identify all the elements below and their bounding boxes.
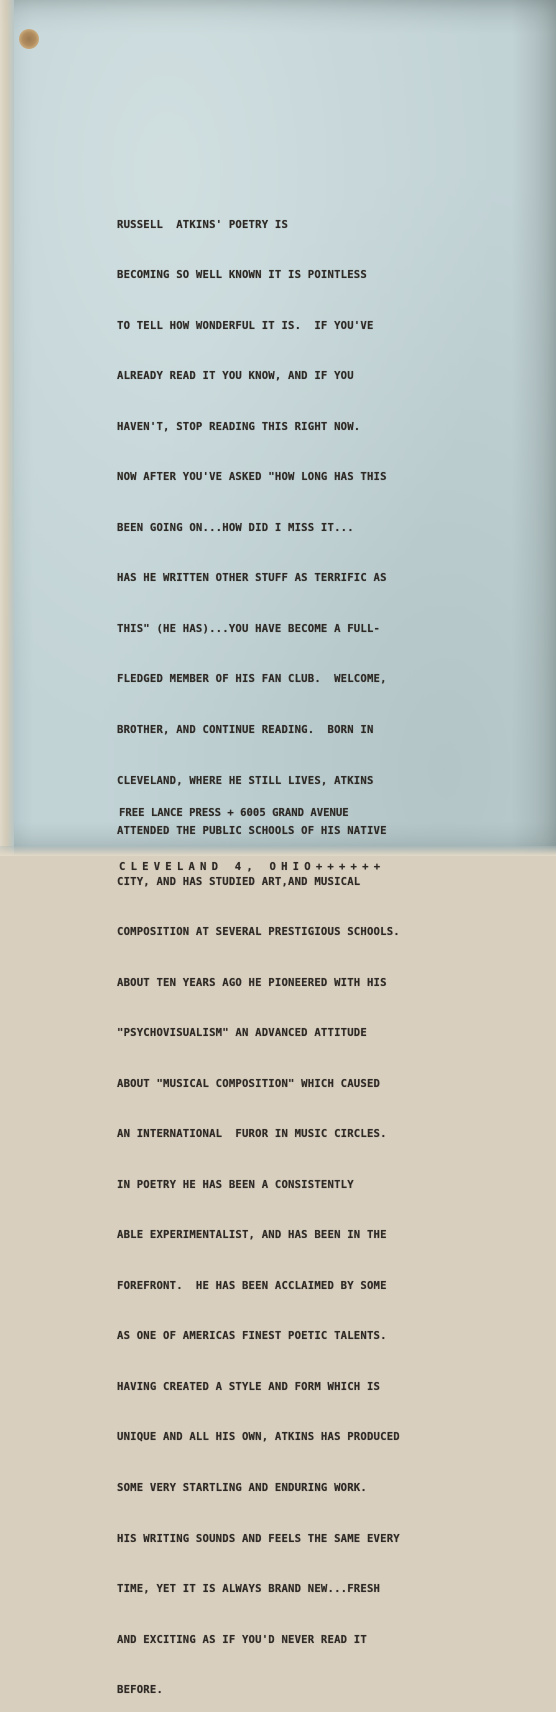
blurb-line: CLEVELAND, WHERE HE STILL LIVES, ATKINS [117,774,374,787]
blurb-line: NOW AFTER YOU'VE ASKED "HOW LONG HAS THIS [117,471,387,484]
blurb-line: BEFORE. [117,1684,164,1697]
publisher-address-line: FREE LANCE PRESS + 6005 GRAND AVENUE [119,807,349,819]
publisher-city-line: CLEVELAND 4, OHIO++++++ [119,861,386,873]
blurb-line: IN POETRY HE HAS BEEN A CONSISTENTLY [117,1178,354,1191]
blurb-line: BEEN GOING ON...HOW DID I MISS IT... [117,521,354,534]
blurb-line: AS ONE OF AMERICAS FINEST POETIC TALENTS. [117,1330,387,1343]
blurb-line: ABOUT "MUSICAL COMPOSITION" WHICH CAUSED [117,1077,381,1090]
blurb-line: SOME VERY STARTLING AND ENDURING WORK. [117,1481,367,1494]
blurb-text [117,183,497,1712]
blurb-line: TO TELL HOW WONDERFUL IT IS. IF YOU'VE [117,319,374,332]
blurb-line: COMPOSITION AT SEVERAL PRESTIGIOUS SCHOOLS. [117,926,400,939]
blurb-line: ABLE EXPERIMENTALIST, AND HAS BEEN IN THE [117,1229,387,1242]
blurb-line: HAS HE WRITTEN OTHER STUFF AS TERRIFIC AS [117,572,387,585]
blurb-line: BROTHER, AND CONTINUE READING. BORN IN [117,724,374,736]
staple-hole-mark [19,29,39,49]
blurb-line: FOREFRONT. HE HAS BEEN ACCLAIMED BY SOME [117,1279,387,1292]
blurb-line: ALREADY READ IT YOU KNOW, AND IF YOU [117,370,354,383]
blurb-line: HAVEN'T, STOP READING THIS RIGHT NOW. [117,420,361,433]
blurb-line: ABOUT TEN YEARS AGO HE PIONEERED WITH HIS [117,976,387,989]
blurb-line: RUSSELL ATKINS' POETRY IS [117,218,289,231]
blurb-line: BECOMING SO WELL KNOWN IT IS POINTLESS [117,269,367,282]
blurb-line: AND EXCITING AS IF YOU'D NEVER READ IT [117,1633,367,1646]
blurb-line: AN INTERNATIONAL FUROR IN MUSIC CIRCLES. [117,1128,387,1141]
blurb-line: THIS" (HE HAS)...YOU HAVE BECOME A FULL- [117,622,381,635]
blurb-line: UNIQUE AND ALL HIS OWN, ATKINS HAS PRODUCED [117,1431,400,1444]
blurb-line: CITY, AND HAS STUDIED ART,AND MUSICAL [117,875,361,888]
publisher-colophon [119,768,499,912]
left-paper-edge [0,0,14,856]
blurb-line: "PSYCHOVISUALISM" AN ADVANCED ATTITUDE [117,1027,367,1040]
blurb-line: TIME, YET IT IS ALWAYS BRAND NEW...FRESH [117,1583,381,1596]
blurb-line: HAVING CREATED A STYLE AND FORM WHICH IS [117,1380,381,1393]
blurb-line: FLEDGED MEMBER OF HIS FAN CLUB. WELCOME, [117,673,387,686]
blurb-line: HIS WRITING SOUNDS AND FEELS THE SAME EVERY [117,1532,400,1545]
blurb-line: ATTENDED THE PUBLIC SCHOOLS OF HIS NATIVE [117,825,387,838]
